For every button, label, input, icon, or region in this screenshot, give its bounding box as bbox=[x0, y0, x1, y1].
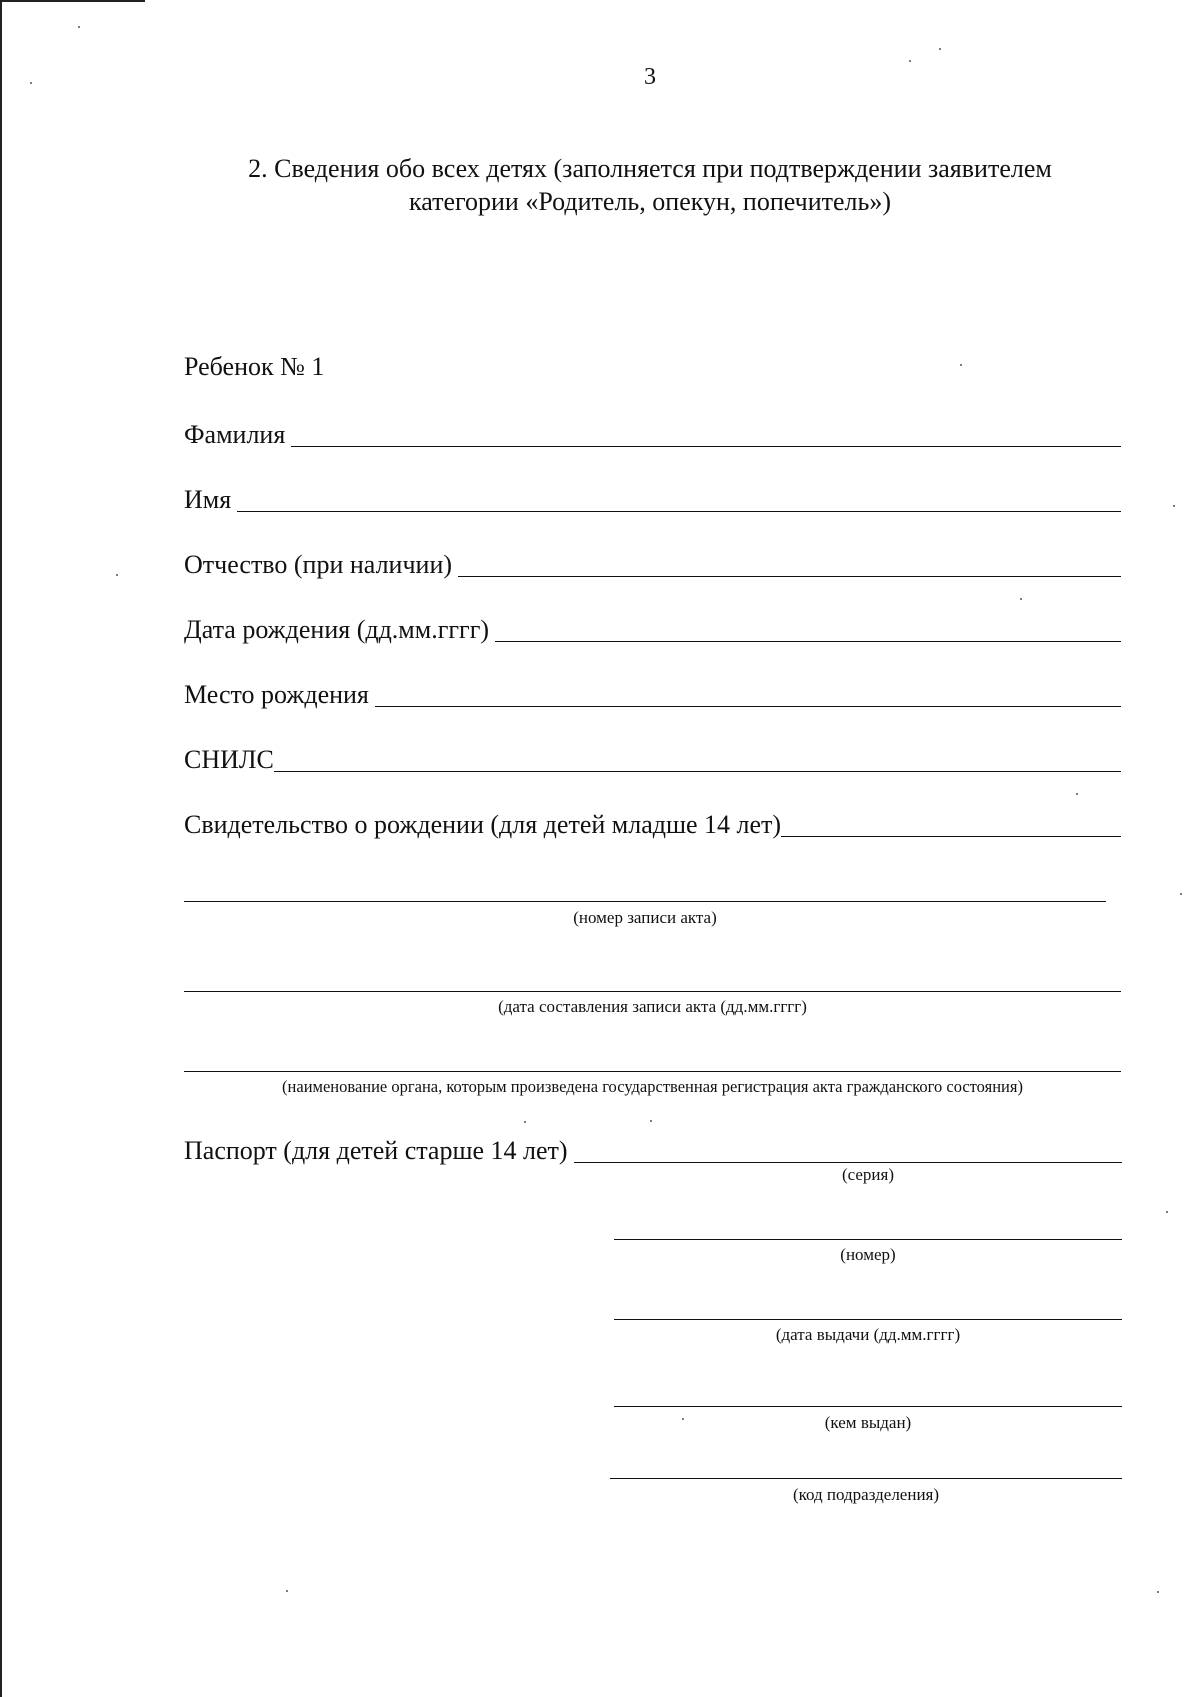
registration-body-line[interactable] bbox=[184, 1071, 1121, 1072]
child-title: Ребенок № 1 bbox=[184, 352, 325, 381]
passport-issue-date-caption: (дата выдачи (дд.мм.гггг) bbox=[775, 1325, 961, 1344]
act-record-date-caption: (дата составления записи акта (дд.мм.гггг) bbox=[498, 997, 807, 1016]
birth-place-label: Место рождения bbox=[184, 680, 369, 709]
birth-place-field bbox=[184, 674, 1121, 710]
birth-date-label: Дата рождения (дд.мм.гггг) bbox=[184, 615, 490, 644]
surname-label: Фамилия bbox=[184, 420, 286, 449]
scan-speck bbox=[1173, 505, 1175, 507]
passport-issue-date-line[interactable] bbox=[614, 1319, 1122, 1320]
name-input[interactable] bbox=[237, 485, 1121, 512]
scan-speck bbox=[1157, 1591, 1159, 1593]
patronymic-label: Отчество (при наличии) bbox=[184, 550, 453, 579]
passport-number-line[interactable] bbox=[614, 1239, 1122, 1240]
surname-input[interactable] bbox=[291, 420, 1121, 447]
scan-speck bbox=[1166, 1211, 1168, 1213]
patronymic-field bbox=[184, 544, 1121, 580]
scan-speck bbox=[1076, 793, 1078, 795]
passport-field bbox=[184, 1130, 1122, 1166]
patronymic-input[interactable] bbox=[458, 550, 1121, 577]
passport-series-input[interactable] bbox=[574, 1136, 1122, 1163]
scan-speck bbox=[909, 60, 911, 62]
scan-speck bbox=[960, 364, 962, 366]
scan-speck bbox=[286, 1590, 288, 1592]
act-record-number-caption: (номер записи акта) bbox=[573, 908, 717, 927]
scan-speck bbox=[1180, 893, 1182, 895]
page-top-edge bbox=[0, 0, 145, 2]
passport-issued-by-caption: (кем выдан) bbox=[824, 1413, 912, 1432]
surname-field bbox=[184, 414, 1121, 450]
scan-speck bbox=[682, 1418, 684, 1420]
section-title-line-2: категории «Родитель, опекун, попечитель») bbox=[408, 187, 892, 216]
scan-speck bbox=[524, 1121, 526, 1123]
scan-speck bbox=[1020, 598, 1022, 600]
section-title-line-1: 2. Сведения обо всех детях (заполняется при подтверждении заявителем bbox=[248, 154, 1052, 183]
page-left-edge bbox=[0, 0, 2, 1697]
birth-certificate-input[interactable] bbox=[781, 810, 1121, 837]
birth-place-input[interactable] bbox=[375, 680, 1121, 707]
act-record-date-line[interactable] bbox=[184, 991, 1121, 992]
passport-series-caption: (серия) bbox=[841, 1165, 895, 1184]
scan-speck bbox=[939, 48, 941, 50]
passport-division-code-caption: (код подразделения) bbox=[792, 1485, 940, 1504]
snils-label: СНИЛС bbox=[184, 745, 274, 774]
snils-field bbox=[184, 739, 1121, 775]
page-number: 3 bbox=[644, 64, 656, 90]
section-title bbox=[120, 152, 1180, 218]
passport-number-caption: (номер) bbox=[840, 1245, 896, 1264]
scan-speck bbox=[78, 26, 80, 28]
snils-input[interactable] bbox=[274, 745, 1121, 772]
act-record-number-line[interactable] bbox=[184, 901, 1106, 902]
birth-date-field bbox=[184, 609, 1121, 645]
birth-certificate-label: Свидетельство о рождении (для детей младше 14 лет) bbox=[184, 810, 782, 839]
passport-issued-by-line[interactable] bbox=[614, 1406, 1122, 1407]
birth-date-input[interactable] bbox=[495, 615, 1121, 642]
birth-certificate-field bbox=[184, 804, 1121, 840]
scan-speck bbox=[116, 574, 118, 576]
name-label: Имя bbox=[184, 485, 232, 514]
name-field bbox=[184, 479, 1121, 515]
passport-division-code-line[interactable] bbox=[610, 1478, 1122, 1479]
scan-speck bbox=[30, 82, 32, 84]
scan-speck bbox=[650, 1120, 652, 1122]
passport-label: Паспорт (для детей старше 14 лет) bbox=[184, 1136, 568, 1165]
registration-body-caption: (наименование органа, которым произведена государственная регистрация акта гражданского состояния) bbox=[282, 1077, 1023, 1096]
